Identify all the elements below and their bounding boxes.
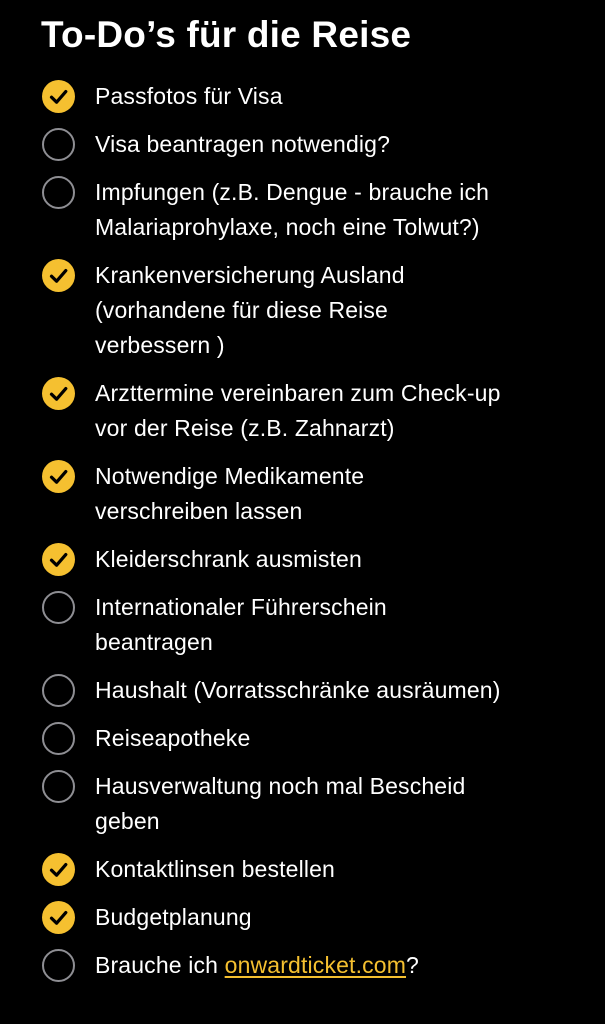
item-text-line: Impfungen (z.B. Dengue - brauche ich — [95, 179, 490, 205]
item-text[interactable] — [95, 542, 595, 577]
item-text[interactable] — [95, 258, 595, 363]
checked-circle-icon[interactable] — [42, 377, 75, 410]
item-text-line: Budgetplanung — [95, 904, 252, 930]
item-text-line: (vorhandene für diese Reise — [95, 297, 388, 323]
item-text-line: Internationaler Führerschein — [95, 594, 387, 620]
unchecked-circle-icon[interactable] — [42, 128, 75, 161]
item-text-line: Passfotos für Visa — [95, 83, 283, 109]
item-text-line: Haushalt (Vorratsschränke ausräumen) — [95, 677, 501, 703]
item-text-line: Kontaktlinsen bestellen — [95, 856, 335, 882]
item-text-line: beantragen — [95, 629, 213, 655]
checked-circle-icon[interactable] — [42, 543, 75, 576]
checked-circle-icon[interactable] — [42, 80, 75, 113]
item-text[interactable] — [95, 900, 595, 935]
item-text[interactable] — [95, 376, 595, 446]
item-text-line: Kleiderschrank ausmisten — [95, 546, 362, 572]
unchecked-circle-icon[interactable] — [42, 722, 75, 755]
unchecked-circle-icon[interactable] — [42, 176, 75, 209]
item-text[interactable] — [95, 948, 595, 983]
item-text-line: Reiseapotheke — [95, 725, 251, 751]
item-text[interactable] — [95, 721, 595, 756]
item-text[interactable] — [95, 175, 595, 245]
checked-circle-icon[interactable] — [42, 901, 75, 934]
item-text[interactable] — [95, 852, 595, 887]
list-title: To-Do’s für die Reise — [41, 14, 412, 55]
item-text-line: Malariaprohylaxe, noch eine Tolwut?) — [95, 214, 480, 240]
item-text-suffix: ? — [406, 952, 419, 978]
item-text-line: geben — [95, 808, 160, 834]
item-text-line: Arzttermine vereinbaren zum Check-up — [95, 380, 501, 406]
checked-circle-icon[interactable] — [42, 259, 75, 292]
item-text-line: Visa beantragen notwendig? — [95, 131, 391, 157]
item-text-line: Hausverwaltung noch mal Bescheid — [95, 773, 466, 799]
item-text[interactable] — [95, 127, 595, 162]
item-text-line: verbessern ) — [95, 332, 225, 358]
item-text-line: Krankenversicherung Ausland — [95, 262, 405, 288]
unchecked-circle-icon[interactable] — [42, 674, 75, 707]
item-text-line: Notwendige Medikamente — [95, 463, 365, 489]
item-text-line: vor der Reise (z.B. Zahnarzt) — [95, 415, 395, 441]
item-text[interactable] — [95, 79, 595, 114]
item-text[interactable] — [95, 459, 595, 529]
checked-circle-icon[interactable] — [42, 460, 75, 493]
unchecked-circle-icon[interactable] — [42, 949, 75, 982]
item-text[interactable] — [95, 769, 595, 839]
onwardticket-link[interactable]: onwardticket.com — [224, 952, 407, 978]
item-text-prefix: Brauche ich — [95, 952, 225, 978]
item-text[interactable] — [95, 590, 595, 660]
checked-circle-icon[interactable] — [42, 853, 75, 886]
unchecked-circle-icon[interactable] — [42, 591, 75, 624]
unchecked-circle-icon[interactable] — [42, 770, 75, 803]
item-text[interactable] — [95, 673, 595, 708]
item-text-line: verschreiben lassen — [95, 498, 303, 524]
